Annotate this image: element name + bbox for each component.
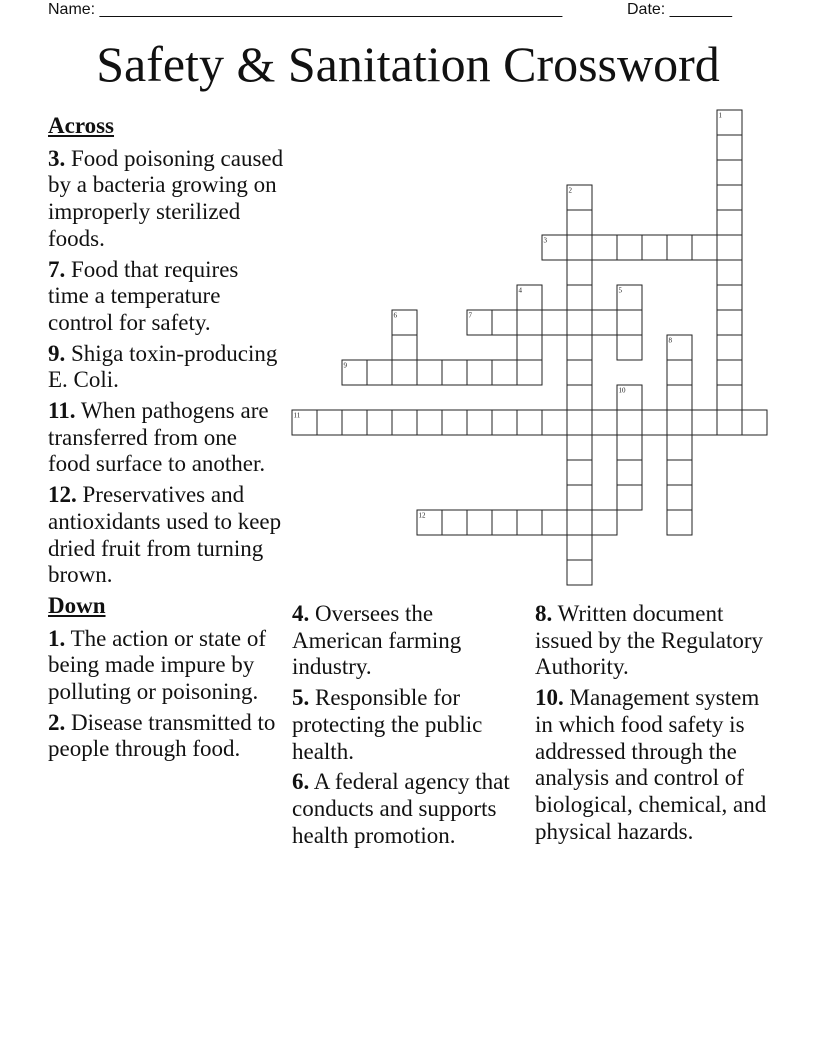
cell-number: 10 — [618, 386, 626, 395]
grid-cell[interactable] — [667, 510, 692, 535]
grid-cell[interactable] — [717, 185, 742, 210]
clue-text: Food poisoning caused by a bacteria growing on improperly sterilized foods. — [48, 145, 284, 251]
grid-cell[interactable] — [567, 485, 592, 510]
grid-cell[interactable] — [617, 460, 642, 485]
grid-cell[interactable] — [517, 410, 542, 435]
grid-cell[interactable] — [567, 410, 592, 435]
page-title: Safety & Sanitation Crossword — [96, 36, 720, 92]
down-clue-8 — [535, 601, 775, 681]
grid-cell[interactable] — [717, 160, 742, 185]
clue-number: 3. — [48, 145, 66, 171]
clues-column-2 — [292, 601, 522, 853]
grid-cell[interactable] — [567, 360, 592, 385]
grid-cell[interactable] — [717, 135, 742, 160]
grid-cell[interactable] — [342, 360, 367, 385]
cell-number: 8 — [668, 336, 672, 345]
clue-number: 9. — [48, 340, 66, 366]
grid-cell[interactable] — [342, 410, 367, 435]
grid-cell[interactable] — [442, 410, 467, 435]
clue-number: 12. — [48, 482, 77, 508]
grid-cell[interactable] — [717, 285, 742, 310]
grid-cell[interactable] — [567, 535, 592, 560]
grid-cell[interactable] — [567, 185, 592, 210]
cell-number: 9 — [343, 361, 347, 370]
grid-cell[interactable] — [517, 360, 542, 385]
grid-cell[interactable] — [717, 260, 742, 285]
grid-cell[interactable] — [567, 335, 592, 360]
cell-number: 7 — [468, 311, 472, 320]
grid-cell[interactable] — [467, 410, 492, 435]
grid-cell[interactable] — [667, 385, 692, 410]
down-clue-5 — [292, 685, 522, 765]
grid-cell[interactable] — [292, 410, 317, 435]
clue-text: Shiga toxin-producing E. Coli. — [48, 340, 278, 393]
grid-cell[interactable] — [567, 435, 592, 460]
date-field-label: Date: _______ — [627, 1, 732, 18]
down-clue-4 — [292, 601, 522, 681]
across-heading: Across — [48, 113, 115, 138]
grid-cell[interactable] — [542, 310, 567, 335]
grid-cell[interactable] — [642, 410, 667, 435]
grid-cell[interactable] — [692, 235, 717, 260]
grid-cell[interactable] — [717, 410, 742, 435]
name-field-label: Name: ____________________________________________________ — [48, 1, 563, 18]
cell-number: 12 — [418, 511, 426, 520]
grid-cell[interactable] — [717, 335, 742, 360]
across-clue-12 — [48, 482, 284, 589]
grid-cell[interactable] — [592, 510, 617, 535]
cell-number: 1 — [718, 111, 722, 120]
clue-text: When pathogens are transferred from one food surface to another. — [48, 398, 269, 477]
grid-cell[interactable] — [567, 385, 592, 410]
grid-cell[interactable] — [492, 410, 517, 435]
grid-cell[interactable] — [392, 410, 417, 435]
grid-cell[interactable] — [742, 410, 767, 435]
clue-number: 6. — [292, 769, 310, 795]
across-clue-11 — [48, 398, 284, 478]
clue-text: Management system in which food safety is addressed through the analysis and control of biological, chemical, and physical hazards. — [535, 685, 767, 844]
grid-cell[interactable] — [592, 410, 617, 435]
grid-cell[interactable] — [392, 310, 417, 335]
grid-cell[interactable] — [617, 310, 642, 335]
grid-cell[interactable] — [442, 360, 467, 385]
grid-cell[interactable] — [617, 335, 642, 360]
across-clue-9 — [48, 341, 284, 394]
cell-number: 6 — [393, 311, 397, 320]
grid-cell[interactable] — [417, 410, 442, 435]
grid-cell[interactable] — [617, 410, 642, 435]
clue-text: Responsible for protecting the public health. — [292, 685, 483, 764]
clue-text: A federal agency that conducts and supports health promotion. — [292, 769, 510, 848]
grid-cell[interactable] — [617, 485, 642, 510]
clue-text: The action or state of being made impure by polluting or poisoning. — [48, 625, 267, 705]
grid-cell[interactable] — [442, 510, 467, 535]
grid-cell[interactable] — [667, 460, 692, 485]
cell-number: 4 — [518, 286, 522, 295]
grid-cell[interactable] — [392, 360, 417, 385]
down-clue-1 — [48, 626, 284, 706]
down-clue-6 — [292, 769, 522, 849]
across-clue-3 — [48, 146, 284, 253]
grid-cell[interactable] — [517, 335, 542, 360]
grid-cell[interactable] — [567, 560, 592, 585]
cell-number: 5 — [618, 286, 622, 295]
grid-cell[interactable] — [667, 360, 692, 385]
clue-number: 8. — [535, 601, 553, 626]
grid-cell[interactable] — [567, 460, 592, 485]
cell-number: 11 — [293, 411, 301, 420]
grid-cell[interactable] — [567, 260, 592, 285]
grid-cell[interactable] — [692, 410, 717, 435]
clue-text: Preservatives and antioxidants used to keep dried fruit from turning brown. — [48, 482, 282, 588]
grid-cell[interactable] — [667, 435, 692, 460]
clue-text: Written document issued by the Regulatory Authority. — [535, 601, 764, 680]
grid-cell[interactable] — [467, 510, 492, 535]
across-clue-7 — [48, 257, 284, 337]
grid-cell[interactable] — [517, 510, 542, 535]
down-heading: Down — [48, 592, 106, 618]
grid-cell[interactable] — [542, 235, 567, 260]
clue-number: 1. — [48, 625, 66, 651]
grid-cell[interactable] — [417, 510, 442, 535]
grid-cell[interactable] — [567, 310, 592, 335]
grid-cell[interactable] — [642, 235, 667, 260]
grid-cell[interactable] — [517, 285, 542, 310]
grid-cell[interactable] — [467, 310, 492, 335]
grid-cell[interactable] — [667, 335, 692, 360]
grid-cell[interactable] — [717, 360, 742, 385]
clues-column-1 — [48, 113, 284, 767]
grid-cell[interactable] — [592, 235, 617, 260]
grid-cell[interactable] — [367, 410, 392, 435]
grid-cell[interactable] — [567, 510, 592, 535]
grid-cell[interactable] — [367, 360, 392, 385]
grid-cell[interactable] — [592, 310, 617, 335]
cell-number: 2 — [568, 186, 572, 195]
clue-text: Oversees the American farming industry. — [292, 601, 462, 680]
down-clue-2 — [48, 710, 284, 763]
grid-cell[interactable] — [717, 235, 742, 260]
grid-cell[interactable] — [392, 335, 417, 360]
grid-cell[interactable] — [542, 510, 567, 535]
grid-cell[interactable] — [617, 235, 642, 260]
grid-cell[interactable] — [567, 285, 592, 310]
grid-cell[interactable] — [717, 385, 742, 410]
grid-cell[interactable] — [467, 360, 492, 385]
clue-number: 5. — [292, 685, 310, 711]
clue-number: 4. — [292, 601, 310, 626]
grid-cell[interactable] — [517, 310, 542, 335]
clue-number: 11. — [48, 398, 76, 424]
grid-cell[interactable] — [567, 210, 592, 235]
grid-cell[interactable] — [492, 360, 517, 385]
clue-number: 2. — [48, 709, 66, 735]
grid-cell[interactable] — [617, 285, 642, 310]
grid-cell[interactable] — [617, 435, 642, 460]
grid-cell[interactable] — [542, 410, 567, 435]
down-clue-10 — [535, 685, 775, 845]
cell-number: 3 — [543, 236, 547, 245]
grid-cell[interactable] — [717, 110, 742, 135]
clue-text: Disease transmitted to people through food. — [48, 709, 276, 762]
grid-cell[interactable] — [492, 310, 517, 335]
clue-number: 10. — [535, 685, 564, 711]
grid-cell[interactable] — [567, 235, 592, 260]
grid-cell[interactable] — [717, 310, 742, 335]
grid-cell[interactable] — [317, 410, 342, 435]
grid-cell[interactable] — [492, 510, 517, 535]
grid-cell[interactable] — [667, 235, 692, 260]
grid-cell[interactable] — [617, 385, 642, 410]
grid-cell[interactable] — [667, 485, 692, 510]
clue-text: Food that requires time a temperature control for safety. — [48, 256, 239, 335]
grid-cell[interactable] — [667, 410, 692, 435]
grid-cell[interactable] — [417, 360, 442, 385]
clue-number: 7. — [48, 256, 66, 282]
grid-cell[interactable] — [717, 210, 742, 235]
clues-column-3 — [535, 601, 775, 849]
